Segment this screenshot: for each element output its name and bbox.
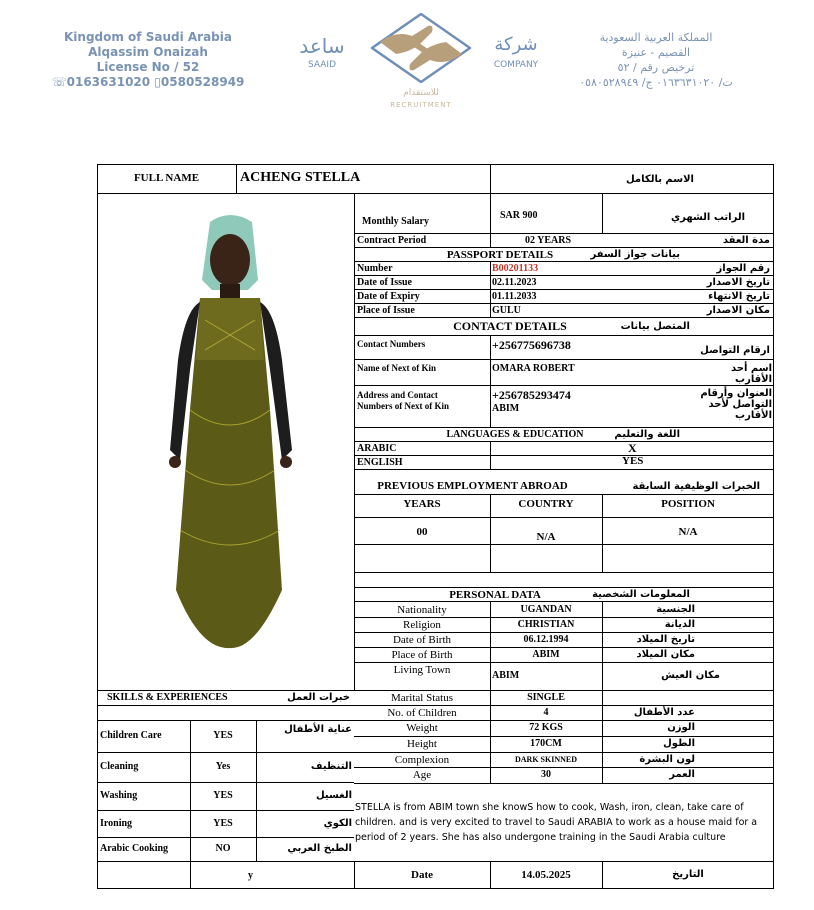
- contact-details-title: CONTACT DETAILS: [453, 319, 567, 333]
- languages-arabic: اللغة والتعليم: [614, 429, 680, 440]
- skill-label: Children Care: [100, 730, 162, 741]
- logo-right-arabic: شركة: [494, 34, 538, 55]
- english-language-value: YES: [622, 455, 644, 467]
- next-of-kin-arabic: اسم أحد الأقارب: [731, 363, 772, 385]
- skills-title: SKILLS & EXPERIENCES: [107, 692, 228, 703]
- company-logo: [296, 12, 546, 114]
- skill-value: Yes: [215, 761, 231, 772]
- skills-arabic: خبرات العمل: [287, 692, 350, 703]
- personal-row-label: Complexion: [394, 754, 450, 766]
- personal-row-value: DARK SKINNED: [514, 755, 577, 764]
- skill-label: Cleaning: [100, 761, 139, 772]
- header-en-line3: License No / 52: [96, 60, 200, 74]
- personal-row-arabic: الديانة: [664, 619, 695, 630]
- issue-date-arabic: تاريخ الاصدار: [706, 277, 770, 288]
- personal-row-value: 72 KGS: [529, 722, 563, 733]
- personal-row-arabic: عدد الأطفال: [633, 707, 695, 718]
- place-of-issue-arabic: مكان الاصدار: [706, 305, 770, 316]
- skill-label: Arabic Cooking: [100, 843, 169, 854]
- personal-row-arabic: مكان الميلاد: [636, 649, 695, 660]
- skill-arabic: الغسيل: [315, 790, 352, 801]
- personal-row-label: Nationality: [397, 604, 447, 616]
- skill-arabic: الكوي: [323, 817, 352, 829]
- remarks-text: STELLA is from ABIM town she knowS how to cook, Wash, iron, clean, take care of children. and is very excited to travel to Saudi ARABIA to work as a house maid for a period of 2 years. She has also undergone training in the Saudi Arabia culture: [355, 802, 758, 843]
- personal-row-label: Age: [412, 769, 432, 781]
- kin-address-label-2: Numbers of Next of Kin: [357, 401, 449, 411]
- passport-number-label: Number: [357, 263, 393, 274]
- arabic-language-value: X: [628, 441, 637, 455]
- employment-col-country: COUNTRY: [518, 498, 574, 510]
- kin-address-phone: +256785293474: [492, 388, 571, 402]
- english-language-label: ENGLISH: [357, 457, 403, 468]
- employment-title: PREVIOUS EMPLOYMENT ABROAD: [377, 480, 568, 492]
- full-name-arabic: الاسم بالكامل: [626, 174, 694, 185]
- personal-row-value: ABIM: [532, 649, 560, 660]
- header-en-line1: Kingdom of Saudi Arabia: [64, 30, 232, 44]
- personal-row-arabic: الجنسية: [656, 604, 695, 615]
- logo-sub-english: RECRUITMENT: [390, 101, 452, 109]
- employment-col-years: YEARS: [403, 498, 441, 510]
- header-ar-line2: القصيم - عنيزة: [621, 46, 691, 59]
- date-label: Date: [411, 869, 433, 881]
- skills-last-mark: y: [248, 870, 253, 881]
- skill-label: Washing: [100, 790, 138, 801]
- contact-numbers-label: Contact Numbers: [357, 339, 426, 349]
- skill-arabic: التنظيف: [310, 761, 352, 772]
- kin-address-place: ABIM: [492, 403, 520, 414]
- place-of-issue-label: Place of Issue: [357, 305, 415, 316]
- personal-row-label: Height: [407, 738, 437, 750]
- skill-value: YES: [213, 730, 233, 741]
- logo-right-english: COMPANY: [493, 60, 539, 70]
- personal-row-arabic: الوزن: [667, 722, 695, 733]
- skill-arabic: عناية الأطفال: [284, 724, 352, 735]
- skill-value: NO: [215, 843, 231, 854]
- personal-row-value: CHRISTIAN: [517, 619, 575, 630]
- full-name-label: FULL NAME: [133, 172, 200, 184]
- personal-row-label: Weight: [406, 722, 438, 734]
- personal-row-arabic: تاريخ الميلاد: [636, 634, 695, 645]
- personal-row-arabic: لون البشرة: [639, 754, 695, 765]
- employment-col-position: POSITION: [661, 498, 715, 510]
- kin-address-arabic: العنوان وأرقام التواصل لأحد الأقارب: [700, 388, 772, 421]
- full-name-value: ACHENG STELLA: [240, 170, 361, 185]
- personal-row-arabic: مكان العيش: [661, 670, 720, 681]
- expiry-date-arabic: تاريخ الانتهاء: [708, 291, 770, 302]
- kin-address-label-1: Address and Contact: [357, 390, 438, 400]
- expiry-date-label: Date of Expiry: [357, 291, 420, 302]
- header-en-line2: Alqassim Onaizah: [88, 45, 208, 59]
- logo-left-arabic: ساعد: [299, 34, 345, 58]
- monthly-salary-arabic: الراتب الشهري: [671, 212, 745, 223]
- skill-label: Ironing: [100, 817, 133, 829]
- passport-number-value: B00201133: [492, 263, 539, 274]
- languages-title: LANGUAGES & EDUCATION: [446, 429, 584, 440]
- header-ar-line1: المملكة العربية السعودية: [599, 31, 713, 44]
- personal-row-value: UGANDAN: [520, 604, 572, 615]
- header-en-line4: ☏0163631020 ▯0580528949: [51, 75, 245, 89]
- header-ar-line3: ترخيص رقم / ٥٢: [617, 61, 695, 74]
- employment-position-value: N/A: [678, 526, 698, 538]
- personal-row-arabic: الطول: [663, 738, 695, 749]
- contract-period-arabic: مدة العقد: [722, 235, 770, 246]
- personal-row-value: ABIM: [492, 670, 520, 681]
- personal-row-label: Place of Birth: [391, 649, 453, 661]
- logo-sub-arabic: للاستقدام: [403, 88, 439, 98]
- header-ar-line4: ت/ ٠١٦٣٦٣١٠٢٠ ج/ ٠٥٨٠٥٢٨٩٤٩: [579, 76, 733, 89]
- passport-number-arabic: رقم الجواز: [716, 263, 770, 274]
- issue-date-value: 02.11.2023: [492, 277, 537, 288]
- employment-arabic: الخبرات الوظيفية السابقة: [632, 481, 760, 492]
- expiry-date-value: 01.11.2033: [492, 291, 537, 302]
- employment-country-value: N/A: [536, 531, 556, 543]
- personal-row-label: Living Town: [393, 664, 451, 676]
- next-of-kin-label: Name of Next of Kin: [357, 363, 436, 373]
- contact-details-arabic: المتصل بيانات: [620, 321, 690, 332]
- place-of-issue-value: GULU: [492, 305, 521, 316]
- personal-row-value: SINGLE: [527, 692, 565, 703]
- passport-details-arabic: بيانات جواز السفر: [590, 249, 680, 260]
- contract-period-value: 02 YEARS: [525, 235, 572, 246]
- personal-row-value: 30: [541, 769, 551, 780]
- personal-row-label: Date of Birth: [392, 634, 452, 646]
- personal-row-value: 06.12.1994: [523, 634, 569, 645]
- contract-period-label: Contract Period: [357, 235, 427, 246]
- monthly-salary-value: SAR 900: [500, 210, 538, 221]
- header-arabic: [566, 30, 746, 90]
- header-english: [28, 30, 268, 90]
- personal-row-value: 4: [543, 707, 549, 718]
- contact-numbers-arabic: ارقام التواصل: [700, 345, 770, 356]
- skill-value: YES: [213, 790, 233, 801]
- date-arabic: التاريخ: [672, 869, 704, 880]
- handshake-logo-icon: [366, 12, 476, 88]
- candidate-photo: [160, 210, 300, 650]
- logo-left-english: SAAID: [307, 60, 337, 70]
- skill-arabic: الطبخ العربي: [287, 843, 352, 854]
- employment-years-value: 00: [416, 526, 428, 538]
- date-value: 14.05.2025: [521, 869, 571, 881]
- personal-row-value: 170CM: [530, 738, 562, 749]
- contact-numbers-value: +256775696738: [492, 338, 571, 352]
- personal-data-arabic: المعلومات الشخصية: [592, 589, 690, 600]
- monthly-salary-label: Monthly Salary: [362, 216, 429, 227]
- personal-row-label: Marital Status: [390, 692, 454, 704]
- skill-value: YES: [213, 817, 233, 829]
- next-of-kin-value: OMARA ROBERT: [492, 363, 575, 374]
- issue-date-label: Date of Issue: [357, 277, 412, 288]
- personal-row-label: No. of Children: [387, 707, 457, 719]
- personal-data-title: PERSONAL DATA: [449, 589, 541, 601]
- arabic-language-label: ARABIC: [357, 443, 397, 454]
- passport-details-title: PASSPORT DETAILS: [446, 249, 554, 261]
- personal-row-arabic: العمر: [669, 769, 695, 780]
- personal-row-label: Religion: [403, 619, 441, 631]
